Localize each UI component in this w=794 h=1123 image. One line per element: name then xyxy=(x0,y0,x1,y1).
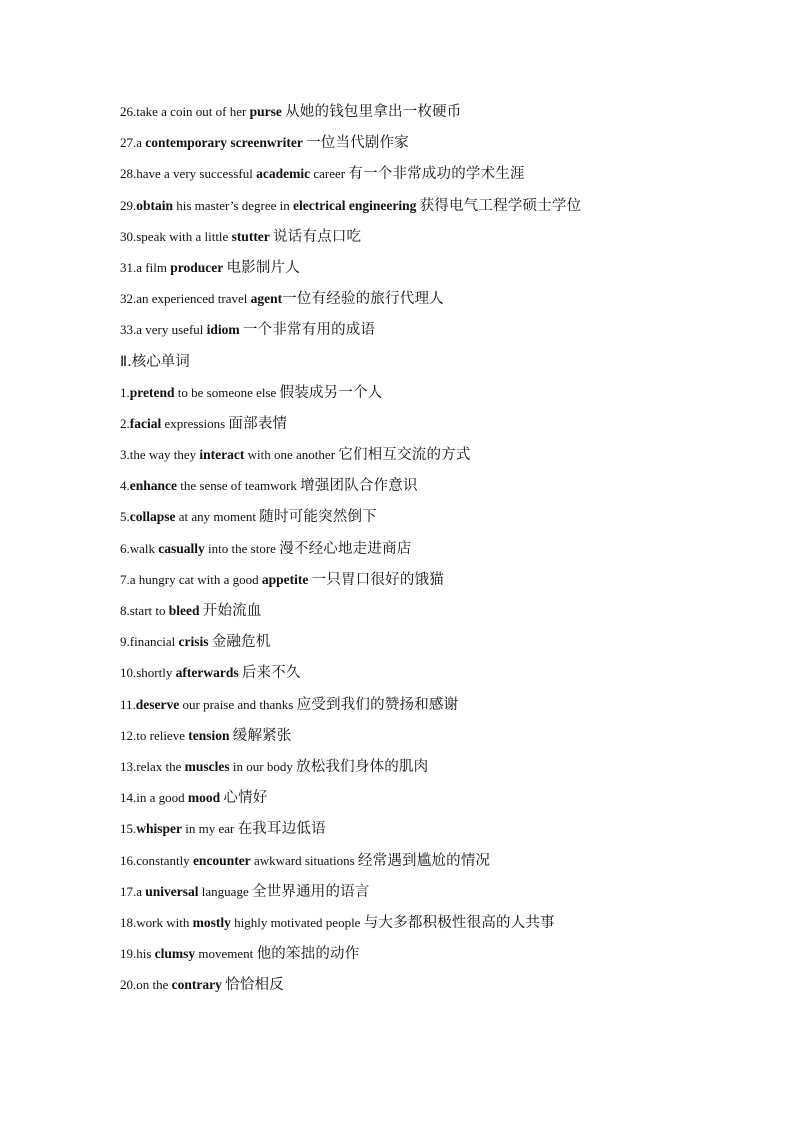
list-item xyxy=(120,381,720,412)
keyword: universal xyxy=(145,883,199,899)
item-number: 3. xyxy=(120,447,130,463)
list-item xyxy=(120,786,720,817)
chinese-translation: 一位当代剧作家 xyxy=(306,135,409,152)
item-number: 2. xyxy=(120,415,130,431)
keyword: facial xyxy=(129,415,162,431)
phrase-prefix: on the xyxy=(136,977,172,993)
chinese-translation: 全世界通用的语言 xyxy=(251,883,370,900)
chinese-translation: 一个非常有用的成语 xyxy=(242,322,376,339)
list-item xyxy=(120,599,720,630)
list-item xyxy=(120,505,720,536)
chinese-translation: 电影制片人 xyxy=(226,259,300,276)
item-number: 20. xyxy=(120,977,137,993)
phrase-prefix: an experienced travel xyxy=(136,291,251,307)
chinese-translation: 经常遇到尴尬的情况 xyxy=(357,852,491,869)
list-item xyxy=(120,755,720,786)
phrase-suffix: in our body xyxy=(229,758,297,774)
item-number: 10. xyxy=(120,665,137,681)
list-item xyxy=(120,443,720,474)
chinese-translation: 一位有经验的旅行代理人 xyxy=(282,291,444,308)
phrase-prefix: to relieve xyxy=(136,727,189,743)
keyword: clumsy xyxy=(154,946,196,962)
list-item xyxy=(120,537,720,568)
chinese-translation: 恰恰相反 xyxy=(225,977,284,994)
list-item xyxy=(120,131,720,162)
keyword: casually xyxy=(158,540,205,556)
phrase-suffix: career xyxy=(310,166,349,182)
keyword: deserve xyxy=(135,696,180,712)
item-number: 8. xyxy=(120,603,130,618)
keyword: contrary xyxy=(171,977,222,993)
phrase-suffix: in my ear xyxy=(182,821,238,837)
item-number: 14. xyxy=(120,790,137,806)
item-number: 33. xyxy=(120,322,137,338)
chinese-translation: 在我耳边低语 xyxy=(237,821,326,838)
chinese-translation: 他的笨拙的动作 xyxy=(256,946,360,963)
item-number: 30. xyxy=(120,228,137,244)
keyword: obtain xyxy=(136,197,174,213)
phrase-suffix: highly motivated people xyxy=(230,914,364,930)
keyword: stutter xyxy=(231,228,270,244)
item-number: 26. xyxy=(120,104,137,119)
chinese-translation: 增强团队合作意识 xyxy=(300,478,418,495)
chinese-translation: 获得电气工程学硕士学位 xyxy=(419,197,582,214)
list-item xyxy=(120,880,720,911)
list-item xyxy=(120,693,720,724)
item-number: 16. xyxy=(120,852,137,868)
phrase-suffix: expressions xyxy=(161,415,229,431)
keyword: muscles xyxy=(184,758,230,774)
item-number: 12. xyxy=(120,727,137,743)
chinese-translation: 应受到我们的赞扬和感谢 xyxy=(296,696,459,713)
chinese-translation: 有一个非常成功的学术生涯 xyxy=(348,166,525,183)
list-item xyxy=(120,942,720,973)
list-item xyxy=(120,412,720,443)
list-item xyxy=(120,162,720,193)
phrase-suffix: to be someone else xyxy=(174,384,280,400)
keyword: academic xyxy=(256,166,311,182)
keyword: tension xyxy=(188,727,230,743)
phrase-prefix: have a very successful xyxy=(136,166,257,182)
keyword: enhance xyxy=(129,478,177,494)
phrase-prefix: a hungry cat with a good xyxy=(129,571,262,587)
section-heading-text: Ⅱ.核心单词 xyxy=(120,353,190,370)
item-number: 13. xyxy=(120,758,137,774)
phrase-prefix: constantly xyxy=(136,852,193,868)
phrase-prefix: the way they xyxy=(129,447,200,463)
item-number: 6. xyxy=(120,540,130,556)
list-item xyxy=(120,630,720,661)
item-number: 5. xyxy=(120,509,130,525)
item-number: 19. xyxy=(120,946,137,962)
chinese-translation: 假装成另一个人 xyxy=(279,384,383,401)
item-number: 18. xyxy=(120,914,137,930)
item-number: 17. xyxy=(120,883,137,899)
list-item xyxy=(120,225,720,256)
keyword: producer xyxy=(170,259,224,275)
chinese-translation: 金融危机 xyxy=(211,634,271,651)
chinese-translation: 缓解紧张 xyxy=(232,727,292,744)
section-heading xyxy=(120,350,720,381)
phrase-suffix: the sense of teamwork xyxy=(177,478,301,494)
phrase-prefix: in a good xyxy=(136,790,188,806)
phrase-prefix: financial xyxy=(129,634,179,650)
list-item xyxy=(120,849,720,880)
keyword: agent xyxy=(250,291,283,307)
chinese-translation: 说话有点口吃 xyxy=(273,228,362,245)
phrase-suffix: language xyxy=(198,883,252,899)
keyword: contemporary screenwriter xyxy=(145,135,303,151)
list-item xyxy=(120,911,720,942)
phrase-prefix: relax the xyxy=(136,758,185,774)
phrase-prefix: speak with a little xyxy=(136,228,232,244)
list-item xyxy=(120,474,720,505)
phrase-suffix: at any moment xyxy=(175,509,260,525)
phrase-suffix: into the store xyxy=(204,540,280,556)
list-item xyxy=(120,661,720,692)
chinese-translation: 面部表情 xyxy=(228,415,288,432)
chinese-translation: 漫不经心地走进商店 xyxy=(279,540,412,557)
keyword: afterwards xyxy=(175,665,239,681)
list-item xyxy=(120,287,720,318)
phrase-prefix: a xyxy=(136,135,146,151)
phrase-suffix: movement xyxy=(195,946,257,962)
chinese-translation: 心情好 xyxy=(223,790,268,807)
phrase-prefix: walk xyxy=(129,540,159,556)
item-number: 28. xyxy=(120,166,137,182)
list-item xyxy=(120,100,720,131)
list-item xyxy=(120,568,720,599)
phrase-prefix: his xyxy=(136,946,155,962)
keyword: collapse xyxy=(129,509,176,525)
keyword: interact xyxy=(199,447,245,463)
keyword: mostly xyxy=(192,914,231,930)
item-number: 27. xyxy=(120,135,137,151)
phrase-prefix: shortly xyxy=(136,665,176,681)
chinese-translation: 后来不久 xyxy=(241,665,301,682)
phrase-prefix: a xyxy=(136,883,146,899)
chinese-translation: 放松我们身体的肌肉 xyxy=(296,758,429,775)
phrase-prefix: take a coin out of her xyxy=(136,104,250,119)
keyword: whisper xyxy=(136,821,183,837)
phrase-suffix: with one another xyxy=(244,447,339,463)
item-number: 1. xyxy=(120,384,130,400)
chinese-translation: 一只胃口很好的饿猫 xyxy=(311,571,444,588)
keyword: appetite xyxy=(261,571,309,587)
keyword: purse xyxy=(249,104,282,119)
vocabulary-list xyxy=(120,100,720,1004)
chinese-translation: 它们相互交流的方式 xyxy=(338,447,471,464)
list-item xyxy=(120,194,720,225)
keyword-secondary: electrical engineering xyxy=(293,197,417,213)
chinese-translation: 从她的钱包里拿出一枚硬币 xyxy=(285,104,462,120)
keyword: crisis xyxy=(178,634,209,650)
list-item xyxy=(120,724,720,755)
phrase-middle: his master’s degree in xyxy=(173,197,293,213)
phrase-prefix: start to xyxy=(129,603,169,618)
list-item xyxy=(120,973,720,1004)
item-number: 7. xyxy=(120,571,130,587)
item-number: 9. xyxy=(120,634,130,650)
list-item xyxy=(120,256,720,287)
chinese-translation: 与大多都积极性很高的人共事 xyxy=(363,914,555,931)
item-number: 15. xyxy=(120,821,137,837)
keyword: idiom xyxy=(206,322,240,338)
keyword: encounter xyxy=(192,852,251,868)
chinese-translation: 开始流血 xyxy=(202,603,262,619)
item-number: 11. xyxy=(120,696,136,712)
item-number: 29. xyxy=(120,197,137,213)
keyword: bleed xyxy=(168,603,200,618)
chinese-translation: 随时可能突然倒下 xyxy=(259,509,377,526)
phrase-prefix: a very useful xyxy=(136,322,207,338)
keyword: pretend xyxy=(129,384,175,400)
phrase-prefix: a film xyxy=(136,259,171,275)
list-item xyxy=(120,817,720,848)
item-number: 31. xyxy=(120,259,137,275)
phrase-suffix: our praise and thanks xyxy=(179,696,297,712)
item-number: 32. xyxy=(120,291,137,307)
phrase-prefix: work with xyxy=(136,914,193,930)
phrase-suffix: awkward situations xyxy=(250,852,358,868)
list-item xyxy=(120,318,720,349)
item-number: 4. xyxy=(120,478,130,494)
keyword: mood xyxy=(187,790,221,806)
